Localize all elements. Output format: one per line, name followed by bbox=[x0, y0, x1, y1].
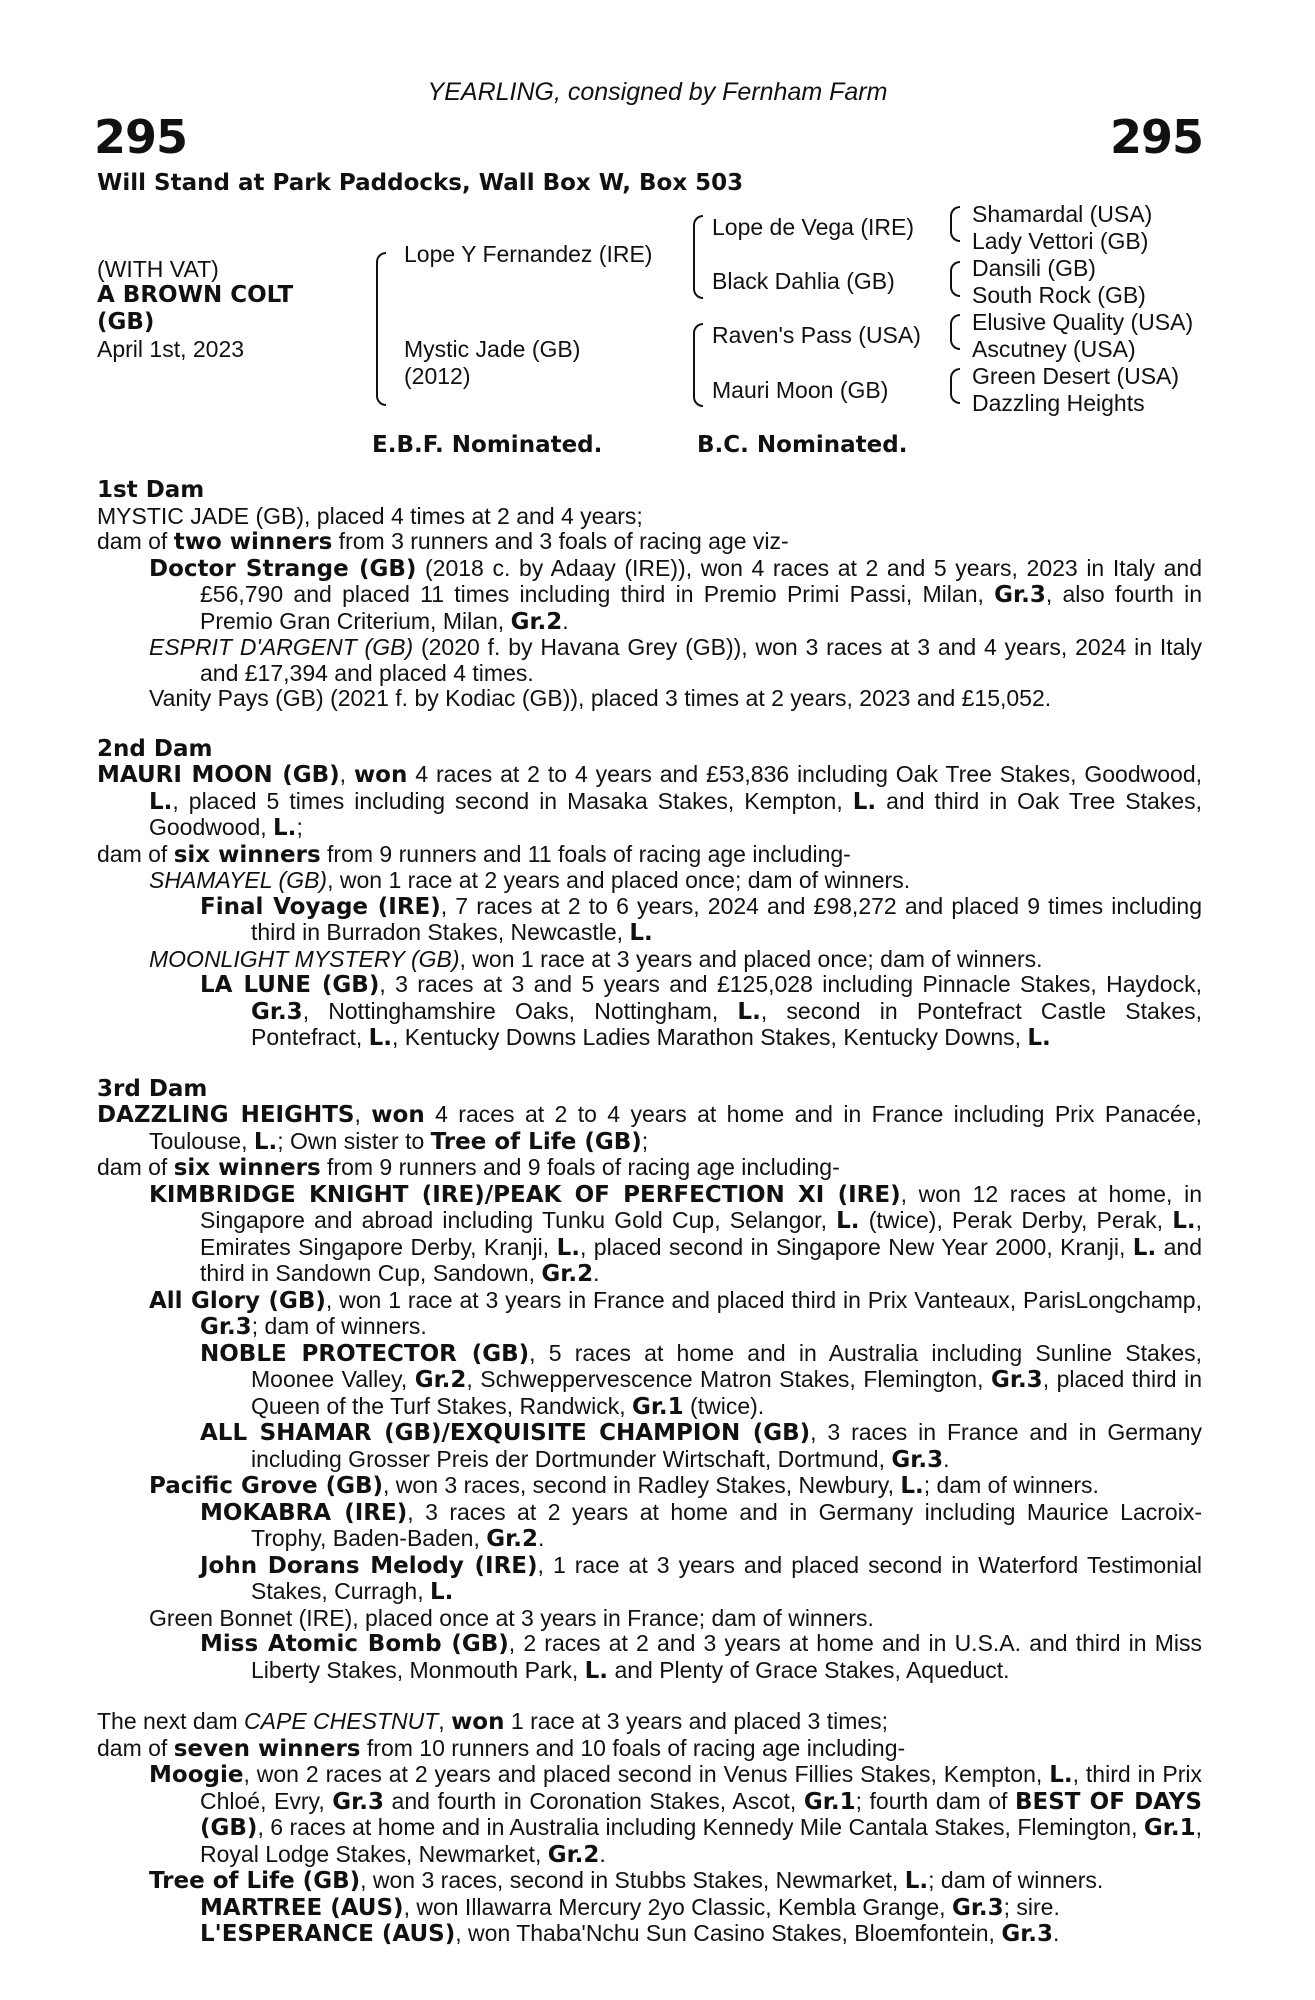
grand-progeny-entry: ALL SHAMAR (GB)/EXQUISITE CHAMPION (GB), 3 races in France and in Germany including Grosser Preis der Dortmunder Wirtschaft, Dortmund, Gr.3. bbox=[200, 1419, 1202, 1473]
progeny-entry: Doctor Strange (GB) (2018 c. by Adaay (IRE)), won 4 races at 2 and 5 years, 2023 in Italy and £56,790 and placed 11 times including third in Premio Primi Passi, Milan, Gr.3, also fourth in Premio Gran Criterium, Milan, Gr.2. bbox=[149, 554, 1202, 635]
sire-sire: Lope de Vega (IRE) bbox=[712, 214, 915, 240]
pedigree-brace-g4 bbox=[950, 368, 960, 404]
grandparent-2: Lady Vettori (GB) bbox=[972, 228, 1149, 254]
pedigree-brace-g2 bbox=[950, 261, 960, 297]
vat-note: (WITH VAT) bbox=[97, 256, 219, 282]
progeny-entry: MOONLIGHT MYSTERY (GB), won 1 race at 3 years and placed once; dam of winners. bbox=[149, 945, 1043, 972]
second-dam-entries bbox=[97, 868, 1202, 1052]
next-dam-entries bbox=[97, 1762, 1202, 1948]
third-dam-produce: dam of six winners from 9 runners and 9 foals of racing age including- bbox=[97, 1154, 840, 1181]
dam-line: dam of two winners from 3 runners and 3 foals of racing age viz- bbox=[97, 528, 789, 555]
horse-name-line2: (GB) bbox=[97, 309, 155, 335]
grand-progeny-entry: NOBLE PROTECTOR (GB), 5 races at home and in Australia including Sunline Stakes, Moonee Valley, Gr.2, Schweppervescence Matron Stakes, Flemington, Gr.3, placed third in Queen of the Turf Stakes, Randwick, Gr.1 (twice). bbox=[200, 1339, 1202, 1420]
progeny-entry: KIMBRIDGE KNIGHT (IRE)/PEAK OF PERFECTION XI (IRE), won 12 races at home, in Singapore and abroad including Tunku Gold Cup, Selangor, L. (twice), Perak Derby, Perak, L., Emirates Singapore Derby, Kranji, L., placed second in Singapore New Year 2000, Kranji, L. and third in Sandown Cup, Sandown, Gr.2. bbox=[149, 1180, 1203, 1287]
grandparent-1: Shamardal (USA) bbox=[972, 201, 1153, 227]
pedigree-brace-g3 bbox=[950, 314, 960, 350]
third-dam-heading: 3rd Dam bbox=[97, 1075, 208, 1102]
grand-progeny-entry: L'ESPERANCE (AUS), won Thaba'Nchu Sun Casino Stakes, Bloemfontein, Gr.3. bbox=[200, 1920, 1060, 1947]
stand-location: Will Stand at Park Paddocks, Wall Box W, Box 503 bbox=[97, 170, 744, 196]
horse-name-line1: A BROWN COLT bbox=[97, 282, 294, 308]
second-dam-intro: MAURI MOON (GB), won 4 races at 2 to 4 years and £53,836 including Oak Tree Stakes, Goodwood, L., placed 5 times including second in Masaka Stakes, Kempton, L. and third in Oak Tree Stakes, Goodwood, L.; bbox=[97, 761, 1202, 841]
progeny-entry: ESPRIT D'ARGENT (GB) (2020 f. by Havana Grey (GB)), won 3 races at 3 and 4 years, 2024 in Italy and £17,394 and placed 4 times. bbox=[149, 634, 1202, 686]
grandparent-8: Dazzling Heights bbox=[972, 390, 1145, 416]
first-dam-lines bbox=[97, 504, 1202, 556]
catalogue-body bbox=[97, 478, 1202, 1948]
sire-dam: Black Dahlia (GB) bbox=[712, 268, 895, 294]
third-dam-intro: DAZZLING HEIGHTS, won 4 races at 2 to 4 years at home and in France including Prix Panacée, Toulouse, L.; Own sister to Tree of Life (GB); bbox=[97, 1101, 1203, 1155]
dam-sire: Raven's Pass (USA) bbox=[712, 322, 921, 348]
pedigree-brace-main bbox=[376, 252, 386, 406]
sire: Lope Y Fernandez (IRE) bbox=[404, 241, 653, 267]
progeny-entry: Vanity Pays (GB) (2021 f. by Kodiac (GB)), placed 3 times at 2 years, 2023 and £15,052. bbox=[149, 685, 1052, 711]
ebf-nomination: E.B.F. Nominated. bbox=[372, 432, 603, 458]
progeny-entry: Green Bonnet (IRE), placed once at 3 years in France; dam of winners. bbox=[149, 1604, 874, 1631]
grand-progeny-entry: Final Voyage (IRE), 7 races at 2 to 6 years, 2024 and £98,272 and placed 9 times including third in Burradon Stakes, Newcastle, L. bbox=[200, 892, 1202, 946]
grandparent-5: Elusive Quality (USA) bbox=[972, 309, 1194, 335]
page-subtitle: YEARLING, consigned by Fernham Farm bbox=[427, 78, 888, 106]
progeny-entry: All Glory (GB), won 1 race at 3 years in France and placed third in Prix Vanteaux, ParisLongchamp, Gr.3; dam of winners. bbox=[149, 1286, 1202, 1340]
first-dam-progeny bbox=[97, 556, 1202, 712]
grand-progeny-entry: John Dorans Melody (IRE), 1 race at 3 years and placed second in Waterford Testimonial Stakes, Curragh, L. bbox=[200, 1551, 1202, 1605]
pedigree-brace-dam bbox=[693, 323, 703, 407]
lot-number-right: 295 bbox=[1109, 110, 1203, 164]
second-dam-heading: 2nd Dam bbox=[97, 735, 213, 762]
second-dam-produce: dam of six winners from 9 runners and 11 foals of racing age including- bbox=[97, 840, 851, 868]
grand-progeny-entry: Miss Atomic Bomb (GB), 2 races at 2 and 3 years at home and in U.S.A. and third in Miss Liberty Stakes, Monmouth Park, L. and Plenty of Grace Stakes, Aqueduct. bbox=[200, 1630, 1202, 1684]
grandparent-3: Dansili (GB) bbox=[972, 255, 1096, 281]
grandparent-6: Ascutney (USA) bbox=[972, 336, 1136, 362]
bc-nomination: B.C. Nominated. bbox=[697, 432, 908, 458]
dam: Mystic Jade (GB) bbox=[404, 336, 581, 362]
pedigree-brace-sire bbox=[693, 215, 703, 299]
grand-progeny-entry: LA LUNE (GB), 3 races at 3 and 5 years and £125,028 including Pinnacle Stakes, Haydock, Gr.3, Nottinghamshire Oaks, Nottingham, L., second in Pontefract Castle Stakes, Pontefract, L., Kentucky Downs Ladies Marathon Stakes, Kentucky Downs, L. bbox=[200, 971, 1202, 1051]
pedigree-brace-g1 bbox=[950, 206, 960, 242]
dam-dam: Mauri Moon (GB) bbox=[712, 377, 889, 403]
foaling-date: April 1st, 2023 bbox=[97, 336, 245, 362]
progeny-entry: Pacific Grove (GB), won 3 races, second in Radley Stakes, Newbury, L.; dam of winners. bbox=[149, 1472, 1099, 1499]
dam-line: MYSTIC JADE (GB), placed 4 times at 2 and 4 years; bbox=[97, 502, 643, 529]
grandparent-7: Green Desert (USA) bbox=[972, 363, 1180, 389]
lot-number-left: 295 bbox=[94, 110, 188, 164]
progeny-entry: Moogie, won 2 races at 2 years and placed second in Venus Fillies Stakes, Kempton, L., third in Prix Chloé, Evry, Gr.3 and fourth in Coronation Stakes, Ascot, Gr.1; fourth dam of BEST OF DAYS (GB), 6 races at home and in Australia including Kennedy Mile Cantala Stakes, Flemington, Gr.1, Royal Lodge Stakes, Newmarket, Gr.2. bbox=[149, 1761, 1202, 1868]
next-dam-produce: dam of seven winners from 10 runners and 10 foals of racing age including- bbox=[97, 1734, 906, 1762]
grand-progeny-entry: MARTREE (AUS), won Illawarra Mercury 2yo Classic, Kembla Grange, Gr.3; sire. bbox=[200, 1893, 1060, 1921]
progeny-entry: SHAMAYEL (GB), won 1 race at 2 years and placed once; dam of winners. bbox=[149, 867, 911, 893]
dam-year: (2012) bbox=[404, 363, 471, 389]
third-dam-entries bbox=[97, 1182, 1202, 1685]
grandparent-4: South Rock (GB) bbox=[972, 282, 1146, 308]
next-dam-intro: The next dam CAPE CHESTNUT, won 1 race at 3 years and placed 3 times; bbox=[97, 1708, 889, 1735]
progeny-entry: Tree of Life (GB), won 3 races, second in Stubbs Stakes, Newmarket, L.; dam of winners. bbox=[149, 1867, 1104, 1894]
first-dam-heading: 1st Dam bbox=[97, 477, 205, 503]
grand-progeny-entry: MOKABRA (IRE), 3 races at 2 years at home and in Germany including Maurice Lacroix-Trophy, Baden-Baden, Gr.2. bbox=[200, 1498, 1202, 1552]
